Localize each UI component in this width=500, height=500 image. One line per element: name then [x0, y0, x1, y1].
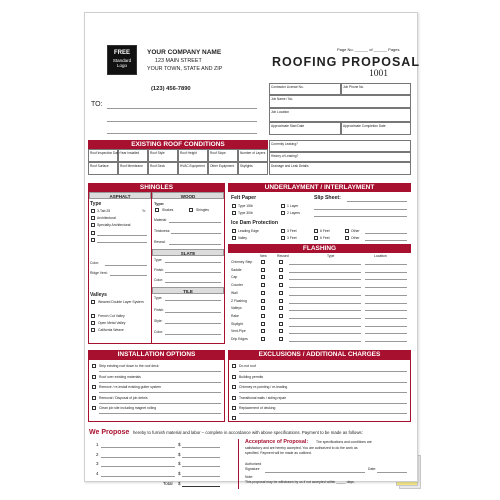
installation-option-label: Removal / Disposal of job debris: [99, 395, 148, 400]
open-metal-checkbox[interactable]: [91, 321, 95, 325]
company-city: YOUR TOWN, STATE AND ZIP: [147, 66, 223, 72]
flashing-row-label: Drip Edges: [231, 337, 248, 341]
leading-edge-label: Leading Edge: [238, 229, 259, 233]
company-logo: FREE Standard Logo: [107, 45, 137, 75]
flashing-reused-checkbox[interactable]: [279, 275, 283, 279]
ice-6ft-checkbox[interactable]: [314, 229, 318, 233]
flashing-row-label: Cap: [231, 275, 238, 280]
to-line-2[interactable]: [107, 121, 257, 122]
flashing-new-checkbox[interactable]: [261, 322, 265, 326]
flashing-row-label: Valleys: [231, 306, 242, 311]
flashing-location-line[interactable]: [365, 326, 407, 327]
flashing-location-line[interactable]: [365, 287, 407, 288]
flashing-new-checkbox[interactable]: [261, 299, 265, 303]
wood-material-label: Material:: [154, 218, 168, 222]
flashing-new-checkbox[interactable]: [261, 291, 265, 295]
wood-subheader: WOOD: [152, 192, 224, 199]
roof-membrane-field[interactable]: Roof Membrane: [118, 162, 148, 175]
completion-date-field[interactable]: Approximate Completion Date: [341, 122, 411, 135]
slate-type-label: Type:: [154, 258, 163, 262]
installation-option-checkbox[interactable]: [92, 406, 96, 410]
felt-30lb-checkbox[interactable]: [232, 211, 236, 215]
wood-material-line[interactable]: [169, 222, 221, 223]
other-equipment-field[interactable]: Other Equipment: [208, 162, 238, 175]
wood-type-label: Type:: [154, 201, 165, 206]
flashing-reused-checkbox[interactable]: [279, 314, 283, 318]
valley-checkbox[interactable]: [232, 236, 236, 240]
valley-3ft-label: 3 Feet: [287, 236, 297, 240]
open-metal-label: Open Metal Valley: [98, 321, 126, 325]
asphalt-other-line-2[interactable]: [97, 242, 147, 243]
to-line-3[interactable]: [107, 133, 257, 134]
wood-shingles-checkbox[interactable]: [189, 208, 193, 212]
amount-row-number: 3: [96, 461, 99, 466]
we-propose-label: We Propose: [89, 429, 130, 436]
flashing-reused-checkbox[interactable]: [279, 306, 283, 310]
job-name-field[interactable]: Job Name / No.: [269, 95, 411, 108]
valley-other-label: Other: [351, 236, 360, 240]
flashing-row-label: Saddle: [231, 267, 242, 272]
amount-row-number: 4: [96, 470, 99, 476]
roof-inspection-date-field[interactable]: Roof Inspection Date: [88, 149, 118, 162]
ice-dam-label: Ice Dam Protection: [231, 220, 278, 226]
installation-option-line: [99, 371, 221, 372]
exclusion-line[interactable]: [239, 392, 407, 393]
flashing-new-checkbox[interactable]: [261, 306, 265, 310]
felt-15lb-label: Type 15lb: [238, 204, 253, 208]
flashing-reused-checkbox[interactable]: [279, 329, 283, 333]
to-line-1[interactable]: [107, 108, 257, 109]
amount-description-line[interactable]: [101, 447, 175, 448]
flashing-new-checkbox[interactable]: [261, 260, 265, 264]
valleys-label: Valleys: [90, 292, 107, 298]
flashing-type-line[interactable]: [289, 333, 361, 334]
amount-description-line[interactable]: [101, 457, 175, 458]
felt-2-layers-checkbox[interactable]: [281, 211, 285, 215]
slate-subheader: SLATE: [152, 249, 224, 256]
amount-value-line[interactable]: [182, 447, 220, 448]
flashing-row-label: Z Flashing: [231, 298, 247, 303]
authorized-label: Authorized: [245, 462, 262, 466]
flashing-reused-checkbox[interactable]: [279, 322, 283, 326]
valley-6ft-checkbox[interactable]: [314, 236, 318, 240]
exclusion-label: Replacement of decking: [239, 406, 276, 410]
felt-1-layer-checkbox[interactable]: [281, 204, 285, 208]
flashing-type-line[interactable]: [289, 341, 361, 342]
flashing-type-line[interactable]: [289, 303, 361, 304]
flashing-type-header: Type: [327, 254, 335, 258]
job-phone-field[interactable]: Job Phone No.: [341, 83, 411, 95]
slip-sheet-line-1[interactable]: [347, 201, 407, 202]
flashing-reused-checkbox[interactable]: [279, 291, 283, 295]
slate-color-line[interactable]: [165, 282, 221, 283]
flashing-type-line[interactable]: [289, 287, 361, 288]
total-line[interactable]: [182, 486, 220, 487]
ridge-vent-line[interactable]: [110, 275, 147, 276]
installation-option-checkbox[interactable]: [92, 375, 96, 379]
note-text: This proposal may be withdrawn by us if not accepted within _____ days.: [245, 480, 355, 484]
flashing-reused-checkbox[interactable]: [279, 337, 283, 341]
installation-option-checkbox[interactable]: [92, 396, 96, 400]
asphalt-other-checkbox-2[interactable]: [91, 238, 95, 242]
skylights-field[interactable]: Skylights: [238, 162, 268, 175]
installation-option-line: [99, 403, 221, 404]
type-3-tab-checkbox[interactable]: [91, 209, 95, 213]
exclusion-line[interactable]: [239, 371, 407, 372]
flashing-reused-checkbox[interactable]: [279, 268, 283, 272]
year-label: Yr.: [142, 209, 147, 213]
acceptance-text-3: specified. Payment will be made as outlined.: [245, 451, 312, 455]
flashing-reused-checkbox[interactable]: [279, 299, 283, 303]
flashing-row-label: Skylight: [231, 321, 243, 326]
amount-row-number: 2: [96, 451, 99, 457]
start-date-field[interactable]: Approximate Start Date: [269, 122, 341, 135]
slate-color-label: Color:: [154, 278, 164, 282]
flashing-row-label: Rake: [231, 313, 239, 318]
amount-dollar: $: [178, 442, 181, 447]
date-label: Date:: [368, 467, 377, 471]
exclusion-checkbox[interactable]: [232, 385, 236, 389]
wood-reveal-label: Reveal:: [154, 240, 166, 244]
asphalt-color-label: Color:: [90, 261, 100, 265]
acceptance-text-2: satisfactory and are hereby accepted. You are authorized to do the work as: [245, 446, 358, 450]
valley-label: Valley: [238, 236, 247, 240]
architectural-checkbox[interactable]: [91, 216, 95, 220]
roof-slope-field[interactable]: Roof Slope: [208, 149, 238, 162]
ice-other-checkbox[interactable]: [345, 229, 349, 233]
flashing-location-header: Location: [374, 254, 387, 258]
flashing-type-line[interactable]: [289, 264, 361, 265]
slip-sheet-line-3[interactable]: [314, 216, 407, 217]
felt-1-layer-label: 1 Layer: [287, 204, 299, 208]
exclusion-line[interactable]: [239, 382, 407, 383]
roof-surface-field[interactable]: Roof Surface: [88, 162, 118, 175]
flashing-reused-checkbox[interactable]: [279, 283, 283, 287]
existing-roof-header: EXISTING ROOF CONDITIONS: [88, 140, 268, 149]
job-location-field[interactable]: Job Location: [269, 108, 411, 122]
to-label: TO:: [91, 101, 103, 108]
felt-30lb-label: Type 30lb: [238, 211, 253, 215]
valley-3ft-checkbox[interactable]: [281, 236, 285, 240]
flashing-row-label: Wall: [231, 290, 238, 295]
ice-3ft-checkbox[interactable]: [281, 229, 285, 233]
exclusion-label: Building permits: [239, 374, 264, 379]
exclusion-checkbox[interactable]: [232, 406, 236, 410]
installation-option-label: Clean job site including magnet rolling: [99, 406, 157, 410]
exclusion-label: Do not roof: [239, 364, 256, 368]
year-installed-field[interactable]: Year Installed: [118, 149, 148, 162]
installation-option-line: [99, 413, 221, 414]
amount-value-line[interactable]: [182, 466, 220, 467]
flashing-new-header: New: [260, 254, 267, 258]
tile-type-line[interactable]: [165, 300, 221, 301]
specialty-architectural-checkbox[interactable]: [91, 223, 95, 227]
roof-deck-field[interactable]: Roof Deck: [148, 162, 178, 175]
valley-other-line[interactable]: [365, 240, 407, 241]
flashing-location-line[interactable]: [365, 279, 407, 280]
exclusions-header: EXCLUSIONS / ADDITIONAL CHARGES: [228, 350, 411, 359]
shingles-divider: [151, 192, 152, 344]
leading-edge-checkbox[interactable]: [232, 229, 236, 233]
flashing-header: FLASHING: [228, 244, 411, 253]
tile-finish-line[interactable]: [165, 312, 221, 313]
flashing-new-checkbox[interactable]: [261, 329, 265, 333]
exclusion-checkbox[interactable]: [232, 364, 236, 368]
date-line[interactable]: [377, 472, 407, 473]
amount-description-line[interactable]: [101, 476, 175, 477]
asphalt-subheader: ASPHALT: [89, 192, 151, 199]
exclusion-line[interactable]: [239, 403, 407, 404]
exclusion-checkbox[interactable]: [232, 375, 236, 379]
signature-label: Signature: [245, 467, 260, 471]
wood-reveal-line[interactable]: [169, 244, 221, 245]
california-weave-label: California Weave: [98, 328, 124, 332]
shakes-checkbox[interactable]: [155, 208, 159, 212]
flashing-reused-checkbox[interactable]: [279, 260, 283, 264]
flashing-location-line[interactable]: [365, 295, 407, 296]
shakes-label: Shakes: [162, 208, 174, 212]
signature-line[interactable]: [265, 472, 365, 473]
form-number: 1001: [369, 69, 388, 79]
weaved-valley-label: Weaved Double Layer System: [98, 300, 144, 304]
total-dollar: $: [178, 481, 181, 486]
proposal-form: [84, 12, 420, 486]
company-street: 123 MAIN STREET: [155, 58, 202, 64]
history-of-leaking-field[interactable]: History of Leaking?: [269, 152, 411, 162]
asphalt-other-checkbox[interactable]: [91, 231, 95, 235]
california-weave-checkbox[interactable]: [91, 328, 95, 332]
exclusion-label: Transitional walls / siding repair: [239, 395, 287, 400]
installation-option-checkbox[interactable]: [92, 364, 96, 368]
company-phone: (123) 456-7890: [151, 86, 191, 92]
flashing-row-label: Counter: [231, 283, 244, 288]
exclusion-line[interactable]: [239, 413, 407, 414]
amount-value-line[interactable]: [182, 476, 220, 477]
amount-dollar: $: [178, 470, 181, 476]
roof-style-field[interactable]: Roof Style: [148, 149, 178, 162]
installation-option-label: Strip existing roof down to the roof deck: [99, 364, 159, 368]
flashing-location-line[interactable]: [365, 264, 407, 265]
flashing-location-line[interactable]: [365, 310, 407, 311]
currently-leaking-field[interactable]: Currently Leaking?: [269, 140, 411, 152]
flashing-new-checkbox[interactable]: [261, 314, 265, 318]
drainage-details-field[interactable]: Drainage and Leak Details: [269, 162, 411, 175]
tile-color-label: Color:: [154, 330, 164, 334]
felt-15lb-checkbox[interactable]: [232, 204, 236, 208]
felt-2-layers-label: 2 Layers: [287, 211, 301, 215]
acceptance-divider: [238, 439, 239, 489]
asphalt-color-line[interactable]: [105, 265, 147, 266]
installation-option-line: [99, 382, 221, 383]
shingles-header: SHINGLES: [88, 183, 225, 192]
slate-finish-label: Finish:: [154, 268, 164, 272]
amount-row-number: 1: [96, 442, 99, 447]
flashing-type-line[interactable]: [289, 310, 361, 311]
flashing-type-line[interactable]: [289, 295, 361, 296]
ice-6ft-label: 6 Feet: [320, 229, 330, 233]
installation-option-checkbox[interactable]: [92, 385, 96, 389]
flashing-type-line[interactable]: [289, 318, 361, 319]
underlayment-header: UNDERLAYMENT / INTERLAYMENT: [228, 183, 411, 192]
acceptance-label: Acceptance of Proposal:: [245, 439, 309, 445]
flashing-row-label: Chimney Step: [231, 260, 253, 264]
ice-other-line[interactable]: [365, 233, 407, 234]
amount-dollar: $: [178, 451, 181, 457]
flashing-location-line[interactable]: [365, 272, 407, 273]
installation-header: INSTALLATION OPTIONS: [88, 350, 225, 359]
company-name: YOUR COMPANY NAME: [147, 49, 222, 56]
roof-height-field[interactable]: Roof Height: [178, 149, 208, 162]
flashing-type-line[interactable]: [289, 279, 361, 280]
asphalt-type-label: Type: [90, 201, 102, 207]
slip-sheet-line-2[interactable]: [314, 209, 407, 210]
flashing-location-line[interactable]: [365, 341, 407, 342]
french-cut-checkbox[interactable]: [91, 314, 95, 318]
type-3-tab-label: 3-Tab 25: [97, 209, 111, 213]
amount-value-line[interactable]: [182, 457, 220, 458]
number-of-layers-field[interactable]: Number of Layers: [238, 149, 268, 162]
tile-color-line[interactable]: [165, 334, 221, 335]
flashing-new-checkbox[interactable]: [261, 275, 265, 279]
architectural-label: Architectural: [97, 216, 116, 220]
wood-thickness-label: Thickness:: [154, 229, 171, 233]
hvac-equipment-field[interactable]: HVAC Equipment: [178, 162, 208, 175]
specialty-architectural-label: Specialty Architectural: [97, 223, 131, 227]
slate-finish-line[interactable]: [165, 272, 221, 273]
wood-shingles-label: Shingles: [196, 208, 210, 212]
flashing-location-line[interactable]: [365, 333, 407, 334]
contractor-license-field[interactable]: Contractor License No.: [269, 83, 341, 95]
tile-style-line[interactable]: [165, 323, 221, 324]
page-number[interactable]: Page No. ______ of ______ Pages: [337, 47, 400, 52]
ice-other-label: Other: [351, 229, 360, 233]
tile-subheader: TILE: [152, 287, 224, 294]
exclusion-checkbox[interactable]: [232, 396, 236, 400]
amount-dollar: $: [178, 461, 181, 466]
installation-option-label: Roof over existing materials: [99, 374, 141, 379]
tile-type-label: Type:: [154, 296, 163, 300]
valley-6ft-label: 6 Feet: [320, 236, 330, 240]
flashing-type-line[interactable]: [289, 272, 361, 273]
exclusion-checkbox-blank[interactable]: [232, 416, 236, 420]
tile-finish-label: Finish:: [154, 308, 164, 312]
flashing-new-checkbox[interactable]: [261, 268, 265, 272]
asphalt-other-line[interactable]: [97, 235, 147, 236]
flashing-location-line[interactable]: [365, 318, 407, 319]
felt-paper-label: Felt Paper: [231, 195, 257, 201]
we-propose-text: hereby to furnish material and labor – complete in accordance with above specifications. Payment to be made as follows:: [133, 430, 363, 435]
flashing-location-line[interactable]: [365, 303, 407, 304]
form-title: ROOFING PROPOSAL: [272, 55, 420, 69]
exclusion-label: Chimney re-pointing / re-leading: [239, 385, 288, 389]
total-label: Total: [163, 481, 173, 486]
tile-style-label: Style:: [154, 319, 163, 323]
weaved-valley-checkbox[interactable]: [91, 300, 95, 304]
wood-thickness-line[interactable]: [171, 233, 221, 234]
flashing-new-checkbox[interactable]: [261, 283, 265, 287]
slate-type-line[interactable]: [165, 262, 221, 263]
acceptance-text-1: The specifications and conditions are: [316, 440, 372, 444]
flashing-reused-header: Reused: [277, 254, 289, 258]
amount-description-line[interactable]: [101, 466, 175, 467]
flashing-new-checkbox[interactable]: [261, 337, 265, 341]
slip-sheet-label: Slip Sheet:: [314, 195, 341, 201]
french-cut-label: French Cut Valley: [98, 314, 125, 318]
installation-option-label: Remove / re-install existing gutter system: [99, 385, 161, 389]
installation-option-line: [99, 392, 221, 393]
flashing-row-label: Vent-Pipe: [231, 329, 246, 334]
ice-3ft-label: 3 Feet: [287, 229, 297, 233]
note-label: Note:: [245, 475, 254, 479]
ridge-vent-label: Ridge Vent:: [90, 271, 108, 275]
valley-other-checkbox[interactable]: [345, 236, 349, 240]
flashing-type-line[interactable]: [289, 326, 361, 327]
